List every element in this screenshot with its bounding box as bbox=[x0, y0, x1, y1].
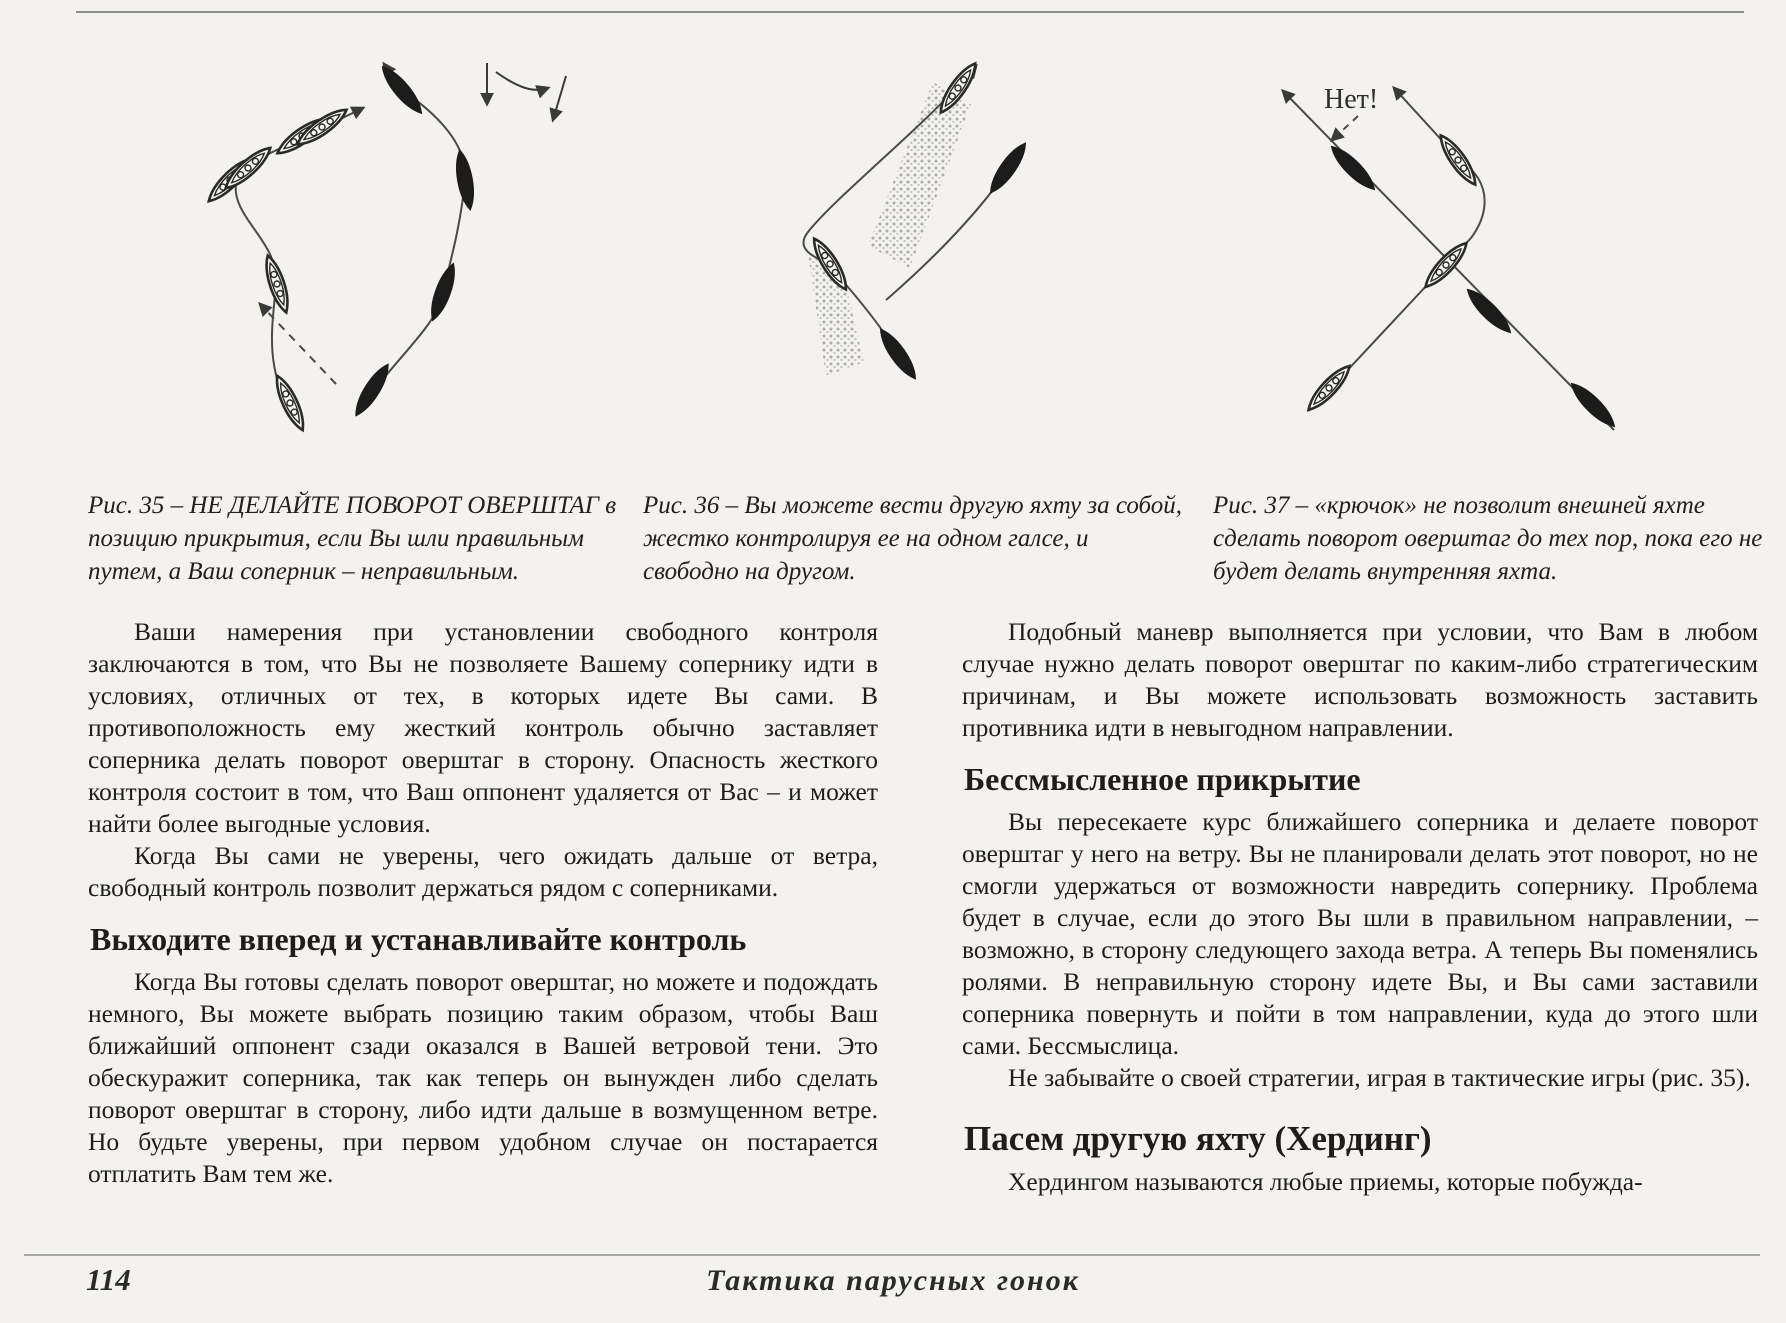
figure-35-diagram bbox=[140, 28, 610, 460]
sailboat-icon bbox=[221, 143, 275, 194]
sailboat-icon bbox=[1303, 361, 1354, 415]
figure-37-diagram bbox=[1266, 38, 1746, 460]
section-heading: Пасем другую яхту (Хердинг) bbox=[964, 1119, 1432, 1158]
page-number: 114 bbox=[86, 1262, 131, 1297]
top-rule bbox=[76, 11, 1744, 13]
body-paragraph: Хердингом называются любые приемы, которые побужда- bbox=[1008, 1167, 1643, 1196]
body-paragraph: Ваши намерения при установлении свободного контроля заключаются в том, что Вы не позволяете Вашему сопернику идти в условиях, отличных от тех, в которых идете Вы сами. В противоположность ему жесткий контроль обычно заставляет соперника делать поворот оверштаг в сторону. Опасность жесткого контроля состоит в том, что Ваш оппонент удаляется от Вас – и может найти более выгодные условия. bbox=[88, 617, 878, 838]
figure-37-label: Нет! bbox=[1324, 84, 1379, 115]
body-paragraph: Не забывайте о своей стратегии, играя в тактические игры (рис. 35). bbox=[1008, 1063, 1751, 1092]
inside-yacht-track bbox=[1329, 88, 1485, 390]
sailboat-icon bbox=[261, 253, 293, 314]
section-heading: Бессмысленное прикрытие bbox=[964, 761, 1361, 797]
sailboat-icon bbox=[1463, 285, 1516, 338]
sailboat-icon bbox=[1327, 142, 1380, 195]
sailboat-icon bbox=[875, 325, 921, 382]
solid-boat-track bbox=[360, 64, 465, 410]
body-paragraph: Вы пересекаете курс ближайшего соперника и делаете поворот оверштаг у него на ветру. Вы не планировали делать этот поворот, но не смогли удержаться от возможности навредить сопернику. Проблема будет в случае, если до этого Вы шли в правильном направлении, – возможно, в сторону следующего захода ветра. А теперь Вы поменялись ролями. В неправильную сторону идете Вы, и Вы сами заставили соперника повернуть и пойти в том направлении, куда до этого шли сами. Бессмыслица. bbox=[962, 807, 1758, 1060]
footer-book-title: Тактика парусных гонок bbox=[706, 1264, 1080, 1297]
body-paragraph: Подобный маневр выполняется при условии, что Вам в любом случае нужно делать поворот оверштаг по каким-либо стратегическим причинам, и Вы можете использовать возможность заставить противника идти в невыгодном направлении. bbox=[962, 617, 1758, 742]
sailboat-icon bbox=[1420, 238, 1471, 292]
sailboat-icon bbox=[453, 149, 477, 211]
figure-37-caption: Рис. 37 – «крючок» не позволит внешней яхте сделать поворот оверштаг до тех пор, пока его не будет делать внутренняя яхта. bbox=[1213, 492, 1763, 585]
sailboat-icon bbox=[426, 261, 460, 322]
sailboat-icon bbox=[271, 373, 309, 433]
body-paragraph: Когда Вы готовы сделать поворот оверштаг, но можете и подождать немного, Вы можете выбрать позицию таким образом, чтобы Ваш ближайший оппонент сзади оказался в Вашей ветровой тени. Это обескуражит соперника, так как теперь он вынужден либо сделать поворот оверштаг в сторону, либо идти дальше в возмущенном ветре. Но будьте уверены, при первом удобном случае он постарается отплатить Вам тем же. bbox=[88, 967, 878, 1188]
figure-36-caption: Рис. 36 – Вы можете вести другую яхту за собой, жестко контролируя ее на одном галсе, и свободно на другом. bbox=[643, 492, 1183, 585]
net-pointer-arrow bbox=[1332, 116, 1358, 140]
sailboat-icon bbox=[1567, 379, 1620, 432]
section-heading: Выходите вперед и устанавливайте контроль bbox=[90, 921, 747, 957]
footer-rule bbox=[24, 1254, 1760, 1256]
left-text-column bbox=[88, 616, 878, 1190]
body-paragraph: Когда Вы сами не уверены, чего ожидать дальше от ветра, свободный контроль позволит держаться рядом с соперниками. bbox=[88, 841, 878, 902]
wind-shadow-band bbox=[868, 82, 971, 268]
wind-shift-arrows bbox=[487, 63, 566, 120]
figure-35-caption: Рис. 35 – НЕ ДЕЛАЙТЕ ПОВОРОТ ОВЕРШТАГ в позицию прикрытия, если Вы шли правильным путем, а Ваш соперник – неправильным. bbox=[88, 492, 617, 585]
figure-36-diagram bbox=[668, 40, 1098, 460]
right-text-column bbox=[962, 616, 1758, 1198]
sailboat-icon bbox=[350, 361, 394, 419]
sailboat-icon bbox=[985, 139, 1031, 196]
sailboat-icon bbox=[1435, 131, 1481, 188]
sailboat-icon bbox=[377, 62, 426, 117]
